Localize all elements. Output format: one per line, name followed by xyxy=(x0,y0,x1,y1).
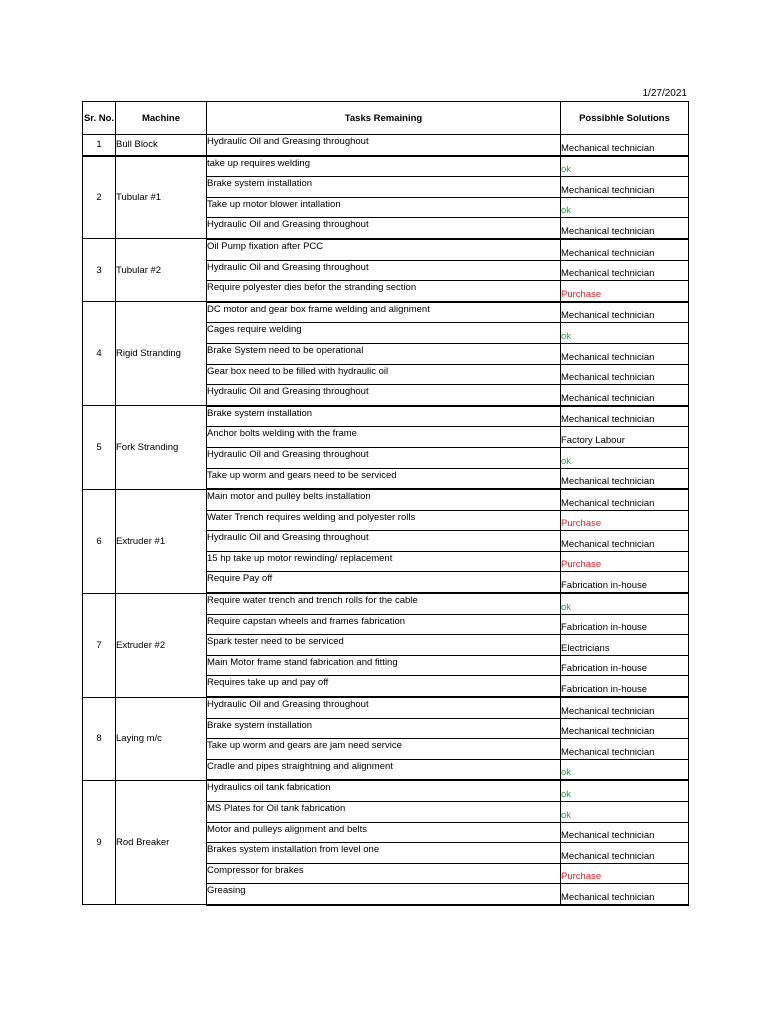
task-cell: Requires take up and pay off xyxy=(207,676,561,697)
table-row xyxy=(83,780,689,801)
task-cell: Hydraulic Oil and Greasing throughout xyxy=(207,447,561,468)
solution-cell: Factory Labour xyxy=(561,427,689,448)
solution-cell: Fabrication in-house xyxy=(561,572,689,593)
solution-cell: Mechanical technician xyxy=(561,260,689,281)
solution-cell: Mechanical technician xyxy=(561,468,689,489)
sr-no-cell: 9 xyxy=(83,780,116,905)
task-cell: Take up worm and gears need to be serviced xyxy=(207,468,561,489)
table-body xyxy=(83,135,689,905)
table-header xyxy=(83,102,689,135)
table-row xyxy=(83,302,689,323)
task-cell: Brake System need to be operational xyxy=(207,343,561,364)
machine-cell: Extruder #1 xyxy=(116,489,207,593)
machine-cell: Fork Stranding xyxy=(116,406,207,489)
solution-cell: Fabrication in-house xyxy=(561,614,689,635)
machine-cell: Rigid Stranding xyxy=(116,302,207,406)
task-cell: Greasing xyxy=(207,884,561,905)
machine-cell: Laying m/c xyxy=(116,697,207,780)
task-cell: Hydraulic Oil and Greasing throughout xyxy=(207,697,561,718)
header-row xyxy=(83,102,689,135)
solution-cell: Fabrication in-house xyxy=(561,655,689,676)
solution-cell: Purchase xyxy=(561,863,689,884)
solution-cell: ok xyxy=(561,780,689,801)
task-cell: Hydraulic Oil and Greasing throughout xyxy=(207,385,561,406)
header-possible-solutions: Possibhle Solutions xyxy=(561,102,689,135)
solution-cell: ok xyxy=(561,447,689,468)
sr-no-cell: 6 xyxy=(83,489,116,593)
solution-cell: Mechanical technician xyxy=(561,218,689,239)
solution-cell: Mechanical technician xyxy=(561,884,689,905)
header-machine: Machine xyxy=(116,102,207,135)
sr-no-cell: 3 xyxy=(83,239,116,302)
solution-cell: ok xyxy=(561,156,689,177)
task-cell: Brake system installation xyxy=(207,406,561,427)
sr-no-cell: 5 xyxy=(83,406,116,489)
header-sr-no: Sr. No. xyxy=(83,102,116,135)
task-cell: Require Pay off xyxy=(207,572,561,593)
sr-no-cell: 1 xyxy=(83,135,116,156)
task-cell: Hydraulics oil tank fabrication xyxy=(207,780,561,801)
task-cell: MS Plates for Oil tank fabrication xyxy=(207,802,561,823)
task-cell: Require water trench and trench rolls for the cable xyxy=(207,593,561,614)
task-cell: Hydraulic Oil and Greasing throughout xyxy=(207,218,561,239)
solution-cell: Mechanical technician xyxy=(561,697,689,718)
solution-cell: Mechanical technician xyxy=(561,531,689,552)
solution-cell: Mechanical technician xyxy=(561,135,689,156)
solution-cell: Mechanical technician xyxy=(561,822,689,843)
task-cell: Require capstan wheels and frames fabrication xyxy=(207,614,561,635)
machine-cell: Tubular #2 xyxy=(116,239,207,302)
solution-cell: Mechanical technician xyxy=(561,489,689,510)
solution-cell: Mechanical technician xyxy=(561,406,689,427)
task-cell: 15 hp take up motor rewinding/ replacement xyxy=(207,551,561,572)
table-row xyxy=(83,697,689,718)
solution-cell: ok xyxy=(561,197,689,218)
solution-cell: Purchase xyxy=(561,510,689,531)
task-cell: Brakes system installation from level one xyxy=(207,843,561,864)
table-row xyxy=(83,406,689,427)
table-row xyxy=(83,135,689,156)
solution-cell: Mechanical technician xyxy=(561,364,689,385)
sr-no-cell: 7 xyxy=(83,593,116,697)
machine-cell: Tubular #1 xyxy=(116,156,207,239)
table-row xyxy=(83,239,689,260)
task-cell: Require polyester dies befor the stranding section xyxy=(207,281,561,302)
solution-cell: Purchase xyxy=(561,281,689,302)
task-cell: Gear box need to be filled with hydraulic oil xyxy=(207,364,561,385)
sr-no-cell: 2 xyxy=(83,156,116,239)
task-cell: Cradle and pipes straightning and alignment xyxy=(207,759,561,780)
solution-cell: Mechanical technician xyxy=(561,385,689,406)
machine-cell: Rod Breaker xyxy=(116,780,207,905)
task-cell: Hydraulic Oil and Greasing throughout xyxy=(207,531,561,552)
sr-no-cell: 8 xyxy=(83,697,116,780)
task-cell: DC motor and gear box frame welding and alignment xyxy=(207,302,561,323)
task-cell: Spark tester need to be serviced xyxy=(207,635,561,656)
table-row xyxy=(83,593,689,614)
table-row xyxy=(83,489,689,510)
report-date: 1/27/2021 xyxy=(642,88,687,99)
solution-cell: ok xyxy=(561,759,689,780)
task-cell: take up requires welding xyxy=(207,156,561,177)
machine-cell: Bull Block xyxy=(116,135,207,156)
solution-cell: Mechanical technician xyxy=(561,718,689,739)
solution-cell: ok xyxy=(561,323,689,344)
task-cell: Brake system installation xyxy=(207,718,561,739)
task-cell: Cages require welding xyxy=(207,323,561,344)
task-cell: Water Trench requires welding and polyester rolls xyxy=(207,510,561,531)
solution-cell: Electricians xyxy=(561,635,689,656)
machine-cell: Extruder #2 xyxy=(116,593,207,697)
solution-cell: Mechanical technician xyxy=(561,739,689,760)
task-cell: Main motor and pulley belts installation xyxy=(207,489,561,510)
task-cell: Main Motor frame stand fabrication and fitting xyxy=(207,655,561,676)
solution-cell: Mechanical technician xyxy=(561,177,689,198)
task-cell: Hydraulic Oil and Greasing throughout xyxy=(207,260,561,281)
task-cell: Take up worm and gears are jam need service xyxy=(207,739,561,760)
solution-cell: Mechanical technician xyxy=(561,302,689,323)
task-cell: Motor and pulleys alignment and belts xyxy=(207,822,561,843)
table-row xyxy=(83,156,689,177)
solution-cell: Purchase xyxy=(561,551,689,572)
task-cell: Anchor bolts welding with the frame xyxy=(207,427,561,448)
task-cell: Brake system installation xyxy=(207,177,561,198)
solution-cell: ok xyxy=(561,802,689,823)
task-cell: Take up motor blower intallation xyxy=(207,197,561,218)
solution-cell: Mechanical technician xyxy=(561,343,689,364)
tasks-table xyxy=(82,101,689,906)
task-cell: Hydraulic Oil and Greasing throughout xyxy=(207,135,561,156)
solution-cell: ok xyxy=(561,593,689,614)
solution-cell: Mechanical technician xyxy=(561,843,689,864)
solution-cell: Fabrication in-house xyxy=(561,676,689,697)
task-cell: Compressor for brakes xyxy=(207,863,561,884)
solution-cell: Mechanical technician xyxy=(561,239,689,260)
sr-no-cell: 4 xyxy=(83,302,116,406)
header-tasks-remaining: Tasks Remaining xyxy=(207,102,561,135)
task-cell: Oil Pump fixation after PCC xyxy=(207,239,561,260)
